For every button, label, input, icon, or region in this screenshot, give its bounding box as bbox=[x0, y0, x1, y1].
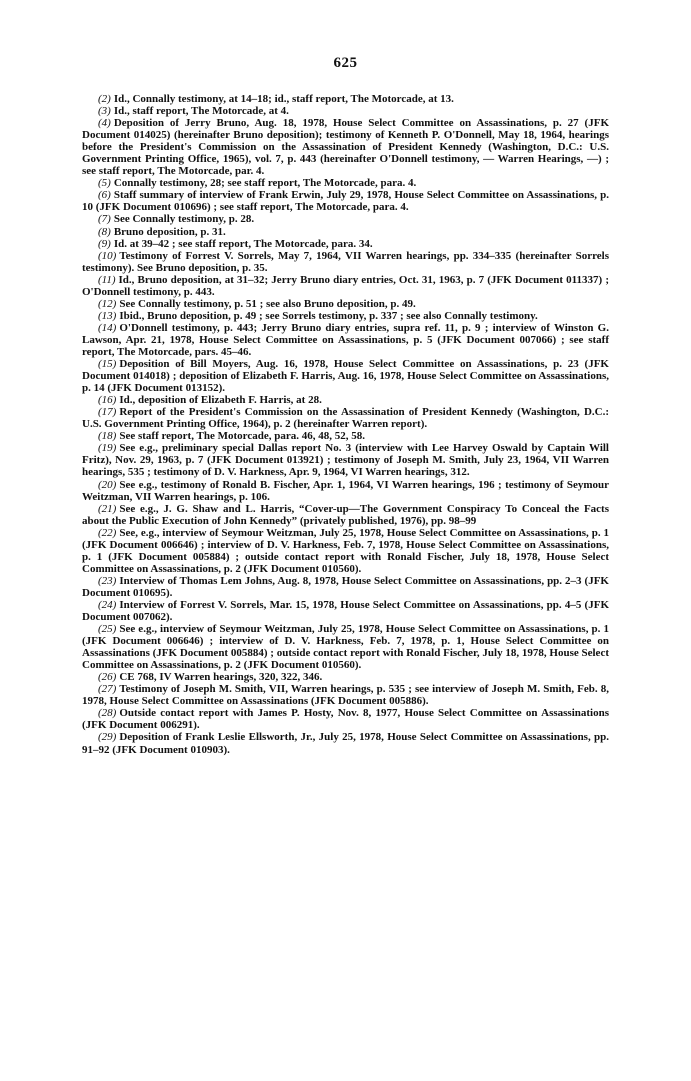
footnote bbox=[82, 274, 609, 298]
footnote bbox=[82, 406, 609, 430]
footnote-text: Id., Connally testimony, at 14–18; id., staff report, The Motorcade, at 13. bbox=[113, 93, 454, 105]
footnote bbox=[82, 213, 609, 225]
footnote-number: (12) bbox=[98, 297, 117, 310]
footnote-number: (28) bbox=[98, 707, 117, 720]
footnote-text: Testimony of Forrest V. Sorrels, May 7, 1964, VII Warren hearings, pp. 334–335 (hereinafter Sorrels testimony). See Bruno deposition, p. 35. bbox=[82, 249, 609, 274]
footnote-number: (21) bbox=[98, 502, 117, 515]
footnote-number: (18) bbox=[98, 430, 117, 443]
footnote bbox=[82, 731, 609, 755]
footnote bbox=[82, 394, 609, 406]
footnote-text: Testimony of Joseph M. Smith, VII, Warren hearings, p. 535 ; see interview of Joseph M. Smith, Feb. 8, 1978, House Select Committee on Assassinations (JFK Document 005886). bbox=[82, 683, 609, 708]
footnote-text: Id., Bruno deposition, at 31–32; Jerry Bruno diary entries, Oct. 31, 1963, p. 7 (JFK Document 011337) ; O'Donnell testimony, p. 443. bbox=[82, 273, 609, 298]
footnote-text: See e.g., J. G. Shaw and L. Harris, “Cover-up—The Government Conspiracy To Conceal the Facts about the Public Execution of John Kennedy” (privately published, 1976), pp. 98–99 bbox=[82, 502, 609, 527]
footnote-number: (27) bbox=[98, 683, 117, 696]
footnote-number: (20) bbox=[98, 478, 117, 491]
footnote-number: (15) bbox=[98, 358, 117, 371]
footnote-number: (7) bbox=[98, 213, 111, 226]
footnote-number: (11) bbox=[98, 273, 116, 286]
footnote bbox=[82, 189, 609, 213]
footnote bbox=[82, 527, 609, 575]
footnote-number: (17) bbox=[98, 406, 117, 419]
footnote-text: Id. at 39–42 ; see staff report, The Motorcade, para. 34. bbox=[113, 237, 373, 250]
footnote-text: See e.g., interview of Seymour Weitzman, July 25, 1978, House Select Committee on Assassinations, p. 1 (JFK Document 006646) ; interview of D. V. Harkness, Feb. 7, 1978, p. 1, House Select Committee on Assassinations (JFK Document 005884) ; outside contact report with Ronald Fischer, July 18, 1978, House Select Committee on Assassinations, p. 2 (JFK Document 010560). bbox=[82, 623, 609, 672]
footnote-number: (23) bbox=[98, 574, 117, 587]
footnote-text: O'Donnell testimony, p. 443; Jerry Bruno diary entries, supra ref. 11, p. 9 ; interview of Winston G. Lawson, Apr. 21, 1978, House Select Committee on Assassinations, p. 5 (JFK Document 007066) ; see staff report, The Motorcade, pars. 45–46. bbox=[82, 321, 609, 358]
footnote bbox=[82, 322, 609, 358]
footnotes-list bbox=[82, 93, 609, 756]
footnote-text: See Connally testimony, p. 28. bbox=[113, 213, 255, 226]
footnote-text: Interview of Forrest V. Sorrels, Mar. 15, 1978, House Select Committee on Assassinations, pp. 4–5 (JFK Document 007062). bbox=[82, 598, 609, 624]
footnote-number: (14) bbox=[98, 321, 117, 334]
footnote-text: See Connally testimony, p. 51 ; see also Bruno deposition, p. 49. bbox=[119, 297, 416, 310]
footnote bbox=[82, 442, 609, 478]
footnote bbox=[82, 226, 609, 238]
footnote-number: (19) bbox=[98, 442, 117, 455]
footnote-text: Ibid., Bruno deposition, p. 49 ; see Sorrels testimony, p. 337 ; see also Connally testimony. bbox=[119, 309, 538, 322]
footnote-number: (26) bbox=[98, 671, 117, 684]
page-number: 625 bbox=[333, 55, 358, 71]
footnote-text: Deposition of Jerry Bruno, Aug. 18, 1978, House Select Committee on Assassinations, p. 27 (JFK Document 014025) (hereinafter Bruno deposition); testimony of Kenneth P. O'Donnell, May 18, 1964, hearings before the President's Commission on the Assassination of President Kennedy (Washington, D.C.: U.S. Government Printing Office, 1965), vol. 7, p. 443 (hereinafter O'Donnell testimony, — Warren Hearings, —) ; see staff report, The Motorcade, par. 4. bbox=[82, 117, 609, 178]
footnote-text: See e.g., preliminary special Dallas report No. 3 (interview with Lee Harvey Oswald by Captain Will Fritz), Nov. 29, 1963, p. 7 (JFK Document 013921) ; testimony of Joseph M. Smith, July 23, 1964, VII Warren hearings, 535 ; testimony of D. V. Harkness, Apr. 9, 1964, VI Warren hearings, 312. bbox=[82, 442, 609, 479]
footnote bbox=[82, 310, 609, 322]
footnote bbox=[82, 250, 609, 274]
footnote-number: (29) bbox=[98, 731, 117, 744]
footnote bbox=[82, 177, 609, 189]
footnote-number: (5) bbox=[98, 177, 111, 190]
footnote bbox=[82, 575, 609, 599]
footnote bbox=[82, 707, 609, 731]
footnote bbox=[82, 105, 609, 117]
footnote-text: Connally testimony, 28; see staff report, The Motorcade, para. 4. bbox=[113, 177, 417, 190]
footnote-number: (8) bbox=[98, 225, 111, 238]
footnote bbox=[82, 117, 609, 177]
footnote-number: (25) bbox=[98, 623, 117, 636]
footnote-text: See e.g., testimony of Ronald B. Fischer, Apr. 1, 1964, VI Warren hearings, 196 ; testimony of Seymour Weitzman, VII Warren hearings, p. 106. bbox=[82, 478, 609, 503]
footnote bbox=[82, 671, 609, 683]
footnote-number: (4) bbox=[98, 117, 111, 130]
footnote-number: (9) bbox=[98, 237, 111, 250]
footnote bbox=[82, 503, 609, 527]
footnote-number: (3) bbox=[98, 105, 111, 118]
footnote bbox=[82, 599, 609, 623]
footnote-text: Deposition of Bill Moyers, Aug. 16, 1978, House Select Committee on Assassinations, p. 23 (JFK Document 014018) ; deposition of Elizabeth F. Harris, Aug. 16, 1978, House Select Committee on Assassinations, p. 14 (JFK Document 013152). bbox=[82, 358, 609, 395]
footnote-number: (2) bbox=[98, 93, 111, 105]
footnote-text: See, e.g., interview of Seymour Weitzman, July 25, 1978, House Select Committee on Assassinations, p. 1 (JFK Document 006646) ; interview of D. V. Harkness, Feb. 7, 1978, House Select Committee on Assassinations, p. 1 (JFK Document 005884) ; outside contact report with Ronald Fischer, July 18, 1978, House Select Committee on Assassinations, p. 2 (JFK Document 010560). bbox=[82, 526, 609, 575]
footnote bbox=[82, 430, 609, 442]
footnote-text: See staff report, The Motorcade, para. 46, 48, 52, 58. bbox=[119, 430, 365, 443]
footnote-number: (24) bbox=[98, 598, 117, 611]
footnote-text: Interview of Thomas Lem Johns, Aug. 8, 1978, House Select Committee on Assassinations, pp. 2–3 (JFK Document 010695). bbox=[82, 574, 609, 599]
footnote-number: (16) bbox=[98, 394, 117, 407]
footnote bbox=[82, 683, 609, 707]
footnote bbox=[82, 358, 609, 394]
footnote bbox=[82, 479, 609, 503]
footnote-number: (13) bbox=[98, 309, 117, 322]
footnote-number: (10) bbox=[98, 249, 117, 262]
footnote-text: Bruno deposition, p. 31. bbox=[113, 225, 226, 238]
footnote bbox=[82, 238, 609, 250]
footnote-text: Report of the President's Commission on the Assassination of President Kennedy (Washington, D.C.: U.S. Government Printing Office, 1964), p. 2 (hereinafter Warren report). bbox=[82, 406, 609, 431]
footnote-text: Staff summary of interview of Frank Erwin, July 29, 1978, House Select Committee on Assassinations, p. 10 (JFK Document 010696) ; see staff report, The Motorcade, para. 4. bbox=[82, 189, 609, 214]
footnote-text: CE 768, IV Warren hearings, 320, 322, 346. bbox=[119, 671, 323, 684]
footnote bbox=[82, 623, 609, 671]
footnote-text: Id., staff report, The Motorcade, at 4. bbox=[113, 105, 289, 118]
footnote-number: (22) bbox=[98, 526, 117, 539]
footnote-text: Outside contact report with James P. Hosty, Nov. 8, 1977, House Select Committee on Assassinations (JFK Document 006291). bbox=[82, 707, 609, 732]
footnote-number: (6) bbox=[98, 189, 111, 202]
footnote bbox=[82, 93, 609, 105]
footnote-text: Id., deposition of Elizabeth F. Harris, at 28. bbox=[119, 394, 322, 407]
footnote-text: Deposition of Frank Leslie Ellsworth, Jr., July 25, 1978, House Select Committee on Assassinations, pp. 91–92 (JFK Document 010903). bbox=[82, 731, 609, 756]
footnote bbox=[82, 298, 609, 310]
